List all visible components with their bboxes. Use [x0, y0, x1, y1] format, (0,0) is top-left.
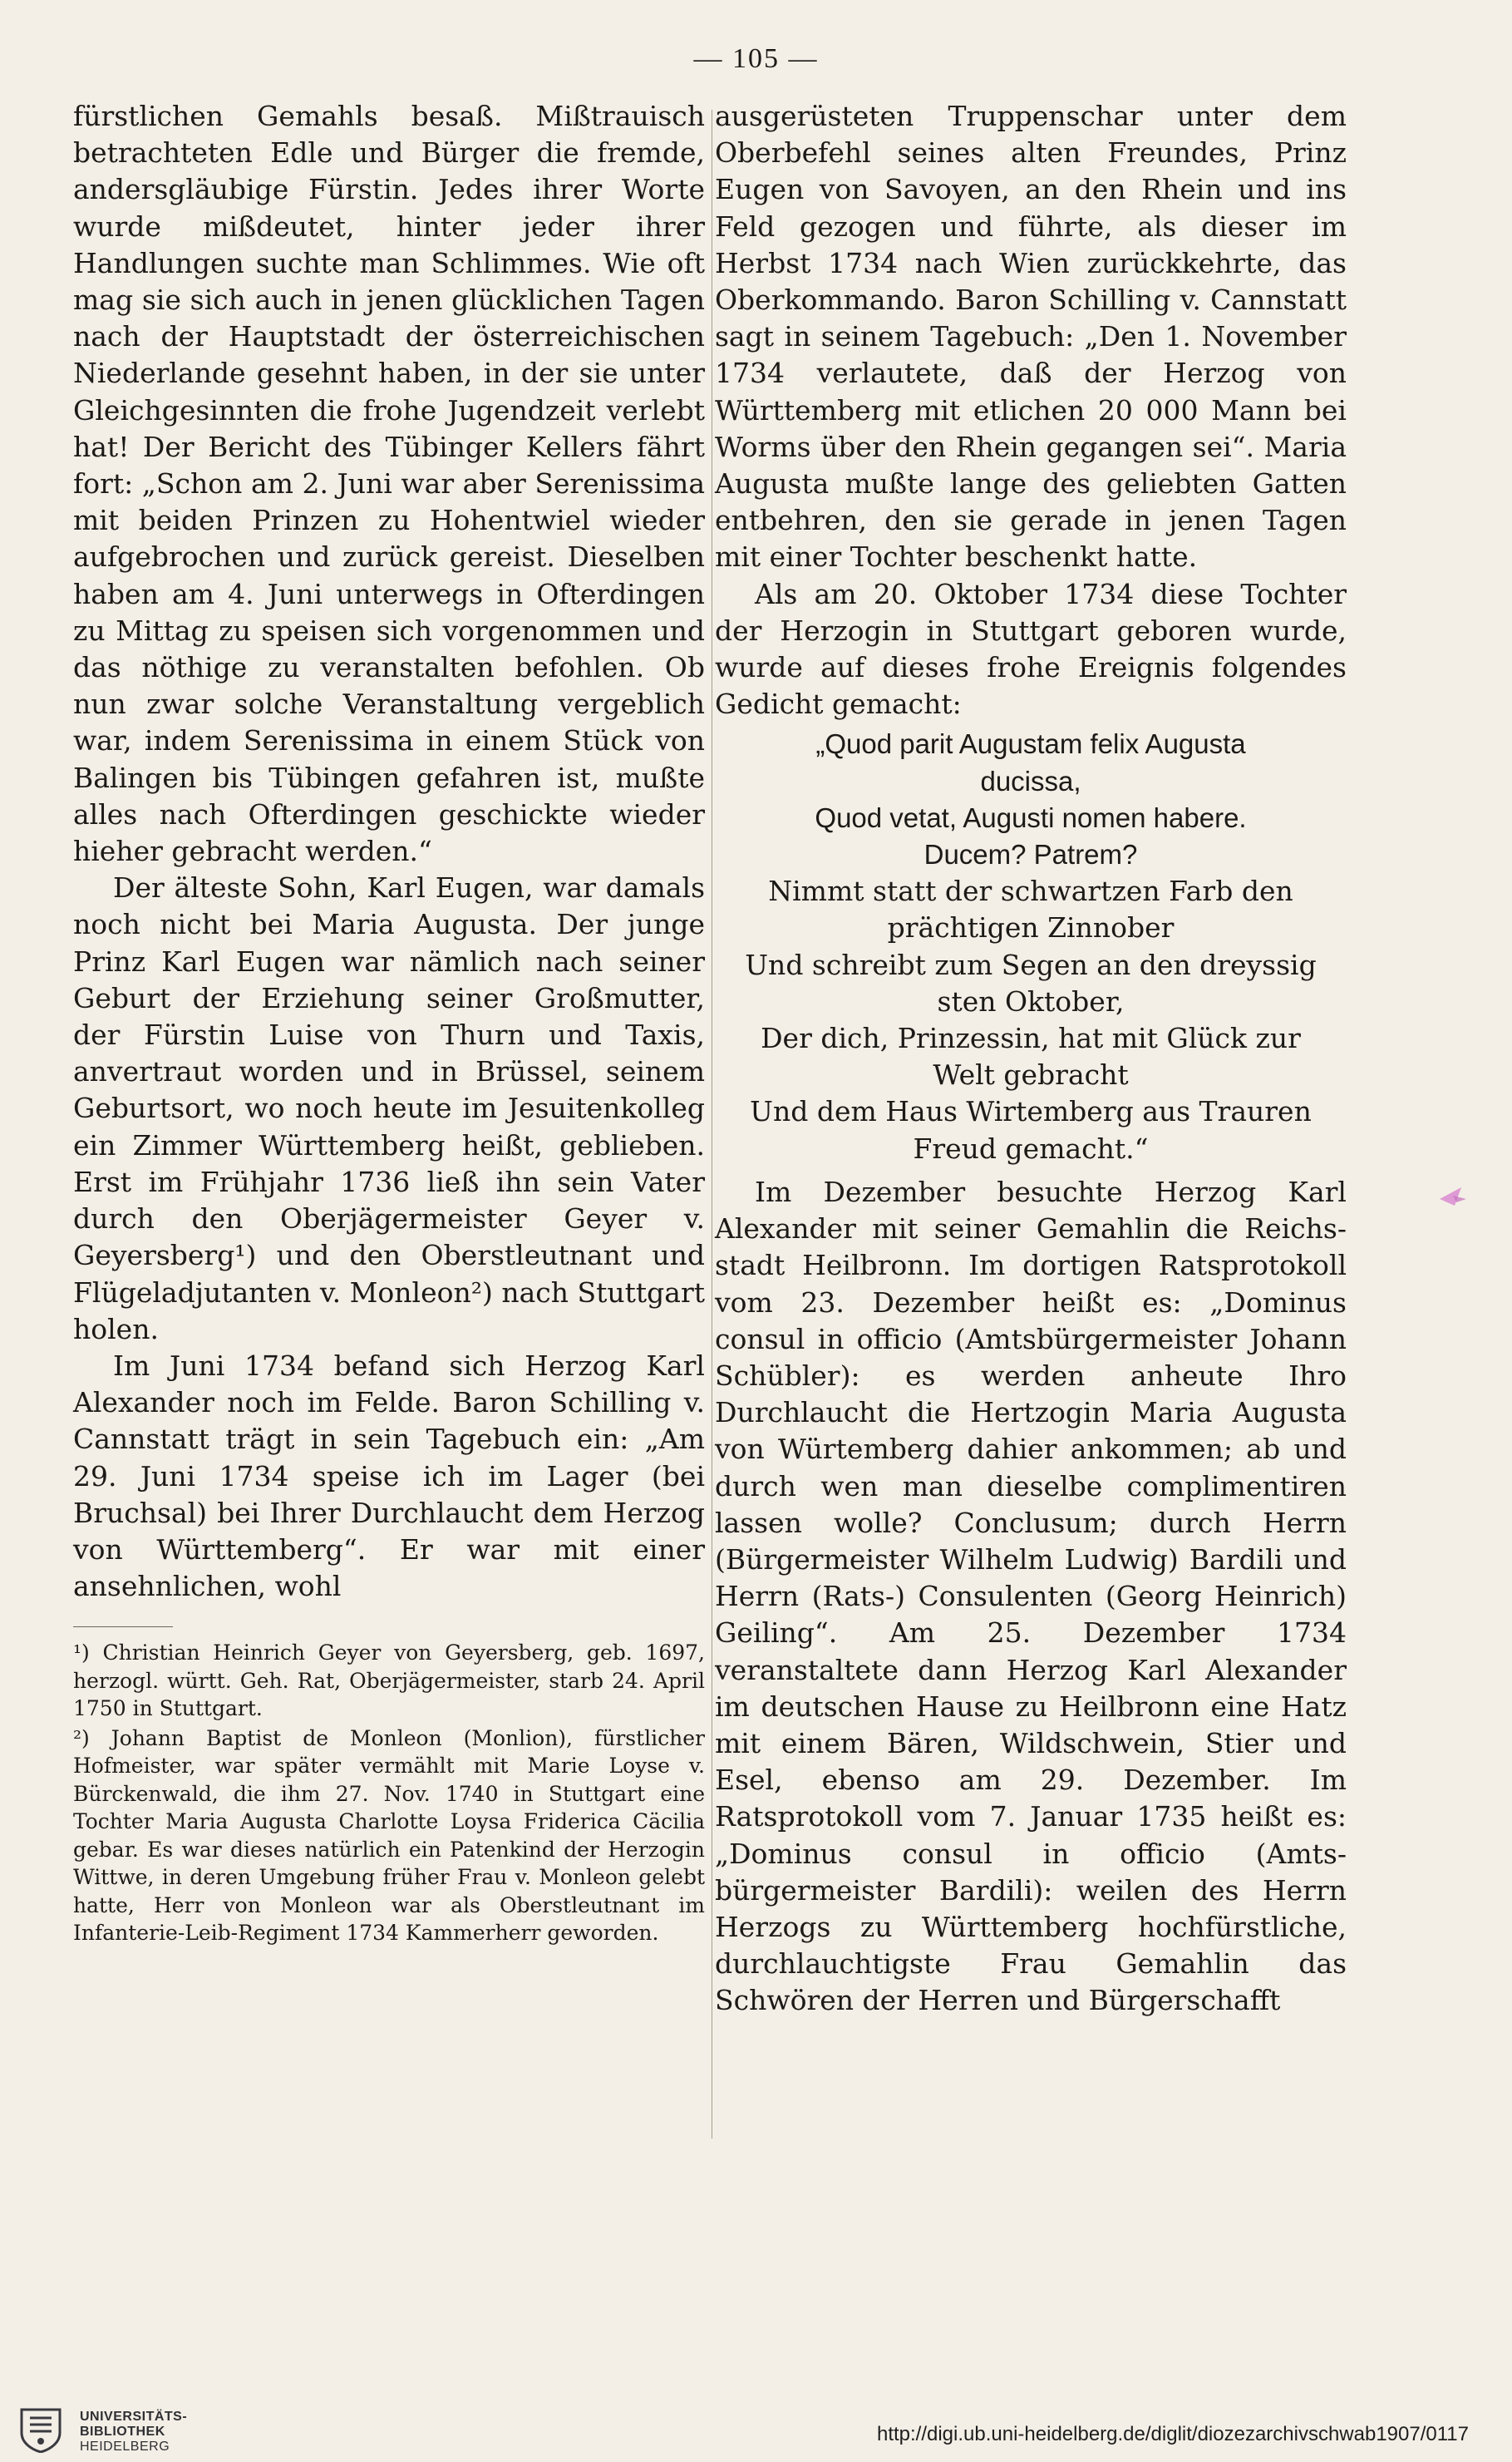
- footnote-2: ²) Johann Baptist de Monleon (Monlion), fürstlicher Hofmeister, war später vermählt mit Marie Loyse v. Bürckenwald, die ihm 27. Nov. 1740 in Stuttgart eine Tochter Maria Augusta Charlotte Loysa Friderica Cäcilia gebar. Es war dieses natürlich ein Patenkind der Herzogin Wittwe, in deren Umgebung früher Frau v. Monleon gelebt hatte, Herr von Monleon war als Oberstleutnant im Infanterie-Leib-Regiment 1734 Kammerherr geworden.: [73, 1725, 705, 1946]
- poem-line: Und dem Haus Wirtemberg aus Trauren: [750, 1095, 1312, 1128]
- footer: [0, 2370, 1512, 2462]
- library-name-line: UNIVERSITÄTS-: [80, 2410, 188, 2424]
- poem-line: Ducem? Patrem?: [923, 839, 1138, 871]
- footnote-1: ¹) Christian Heinrich Geyer von Geyersberg, geb. 1697, herzogl. württ. Geh. Rat, Oberjägermeister, starb 24. April 1750 in Stuttgart.: [73, 1641, 705, 1721]
- right-column: [715, 98, 1347, 2020]
- right-paragraph-2: Als am 20. Oktober 1734 diese Tochter der Herzogin in Stuttgart geboren wurde, wurde auf dieses frohe Ereignis folgendes Gedicht gemacht:: [715, 577, 1347, 721]
- poem-line: Und schreibt zum Segen an den dreyssig: [745, 948, 1317, 981]
- right-paragraph-1: ausgerüsteten Truppenschar unter dem Oberbefehl seines alten Freundes, Prinz Eugen von Savoyen, an den Rhein und ins Feld gezogen und führte, als dieser im Herbst 1734 nach Wien zurückkehrte, das Oberkommando. Baron Schilling v. Cannstatt sagt in seinem Tagebuch: „Den 1. November 1734 verlautete, daß der Herzog von Württemberg mit etlichen 20 000 Mann bei Worms über den Rhein gegangen sei“. Maria Augusta mußte lange des geliebten Gatten entbehren, den sie gerade in jenen Tagen mit einer Tochter beschenkt hatte.: [715, 100, 1347, 574]
- poem-line: ducissa,: [980, 765, 1081, 797]
- poem: [715, 726, 1347, 1167]
- poem-line: Der dich, Prinzessin, hat mit Glück zur: [761, 1022, 1301, 1055]
- poem-line: sten Oktober,: [937, 984, 1125, 1018]
- left-paragraph-2: Der älteste Sohn, Karl Eugen, war damals noch nicht bei Maria Augusta. Der junge Prinz Karl Eugen war nämlich nach seiner Geburt der Erziehung seiner Großmutter, der Fürstin Luise von Thurn und Taxis, anvertraut worden und in Brüssel, seinem Geburtsort, wo noch heute im Jesuitenkolleg ein Zimmer Württemberg heißt, geblieben. Erst im Frühjahr 1736 ließ ihn sein Vater durch den Oberjägermeister Geyer v. Geyersberg¹) und den Oberstleutnant und Flügeladjutanten v. Monleon²) nach Stuttgart holen.: [73, 871, 705, 1345]
- footnote-rule: [73, 1626, 173, 1639]
- right-paragraph-3: Im Dezember besuchte Herzog Karl Alexander mit seiner Gemahlin die Reichsstadt Heilbronn. Im dortigen Ratsprotokoll vom 23. Dezember heißt es: „Dominus consul in officio (Amtsbürgermeister Johann Schübler): es werden anheute Ihro Durchlaucht die Hertzogin Maria Augusta von Würtemberg dahier ankommen; ab und durch wen man dieselbe complimentiren lassen wolle? Conclusum; durch Herrn (Bürgermeister Wilhelm Ludwig) Bardili und Herrn (Rats-) Consulenten (Georg Heinrich) Geiling“. Am 25. Dezember 1734 veranstaltete dann Herzog Karl Alexander im deutschen Hause zu Heilbronn eine Hatz mit einem Bären, Wildschwein, Stier und Esel, ebenso am 29. Dezember. Im Ratsprotokoll vom 7. Januar 1735 heißt es: „Dominus consul in officio (Amtsbürgermeister Bardili): weilen des Herrn Herzogs zu Württemberg hochfürstliche, durchlauchtigste Frau Gemahlin das Schwören der Herren und Bürgerschafft: [715, 1175, 1347, 2017]
- poem-line: Welt gebracht: [933, 1058, 1129, 1092]
- poem-line: Nimmt statt der schwartzen Farb den: [768, 875, 1293, 908]
- source-url[interactable]: http://digi.ub.uni-heidelberg.de/diglit/diozezarchivschwab1907/0117: [876, 2423, 1469, 2445]
- left-column: [73, 98, 705, 1947]
- poem-line: Quod vetat, Augusti nomen habere.: [815, 802, 1247, 833]
- university-seal-icon: [18, 2405, 63, 2453]
- poem-line: Freud gemacht.“: [913, 1132, 1149, 1165]
- margin-mark-icon: [1436, 1181, 1470, 1214]
- left-paragraph-3: Im Juni 1734 befand sich Herzog Karl Alexander noch im Felde. Baron Schilling v. Cannstatt trägt in sein Tagebuch ein: „Am 29. Juni 1734 speise ich im Lager (bei Bruchsal) bei Ihrer Durchlaucht dem Herzog von Württemberg“. Er war mit einer ansehnlichen, wohl: [73, 1349, 705, 1603]
- library-name: [80, 2410, 187, 2455]
- left-paragraph-1: fürstlichen Gemahls besaß. Mißtrauisch betrachteten Edle und Bürger die fremde, andersgläubige Fürstin. Jedes ihrer Worte wurde mißdeutet, hinter jeder ihrer Handlungen suchte man Schlimmes. Wie oft mag sie sich auch in jenen glücklichen Tagen nach der Hauptstadt der österreichischen Niederlande gesehnt haben, in der sie unter Gleichgesinnten die frohe Jugendzeit verlebt hat! Der Bericht des Tübinger Kellers fährt fort: „Schon am 2. Juni war aber Serenissima mit beiden Prinzen zu Hohentwiel wieder aufgebrochen und zurück gereist. Dieselben haben am 4. Juni unterwegs in Ofterdingen zu Mittag zu speisen sich vorgenommen und das nöthige zu veranstalten befohlen. Ob nun zwar solche Veranstaltung vergeblich war, indem Serenissima in einem Stück von Balingen bis Tübingen gefahren ist, mußte alles nach Ofterdingen geschickte wieder hieher gebracht werden.“: [73, 100, 705, 868]
- poem-line: prächtigen Zinnober: [887, 911, 1175, 945]
- poem-line: „Quod parit Augustam felix Augusta: [815, 728, 1246, 760]
- library-name-line: HEIDELBERG: [80, 2440, 170, 2454]
- page-number: — 105 —: [693, 43, 819, 74]
- library-name-line: BIBLIOTHEK: [80, 2425, 165, 2439]
